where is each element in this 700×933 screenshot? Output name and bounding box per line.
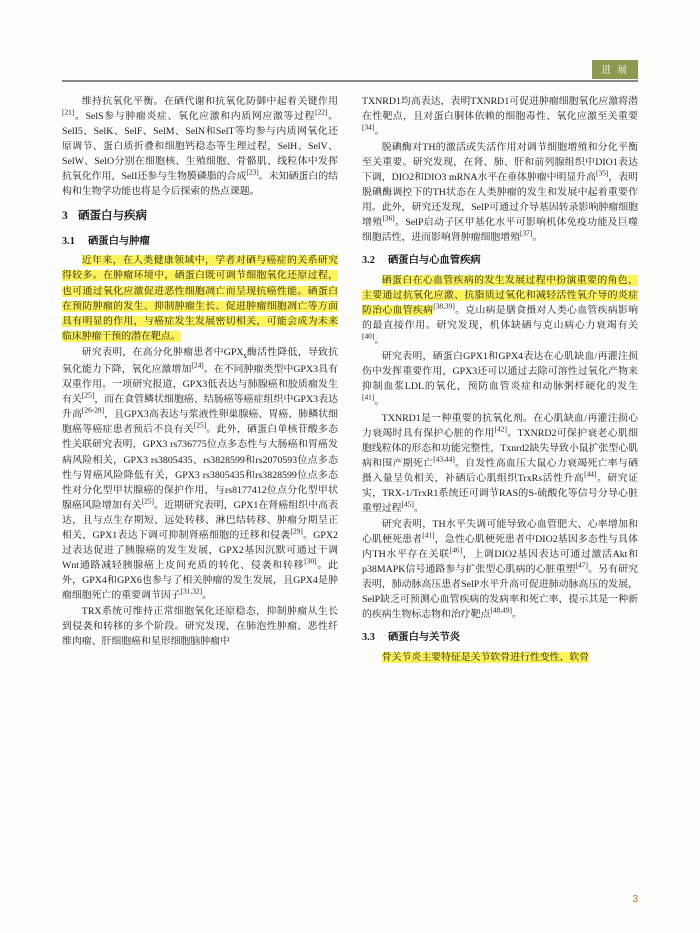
paragraph-txnrd: TXNRD1均高表达，表明TXNRD1可促进肿瘤细胞氧化应激将潜在性靶点，且对蛋白胴体依赖的细胞毒性、氧化应激至关重要[34]。 [362, 96, 638, 138]
section-number: 3 [62, 210, 68, 223]
paragraph-txnrd-cardio: TXNRD1是一种重要的抗氧化剂。在心肌缺血/再灌注损心力衰竭时具有保护心脏的作用[42]。TXNRD2可保护衰老心肌细胞线粒体的形态和功能完整性，Txnrd2缺失导致小鼠扩张型心肌病和围产期死亡[43,44]。自发性高血压大鼠心力衰竭死亡率与硒摄入量呈负相关，补硒后心肌组织TrxRs活性升高[44]。研究证实，TRX-1/TrxR1系统还可调节RAS的S-硫酸化等信号分导心脏重塑过程[45]。 [362, 412, 638, 514]
highlight-tail-text: [38,39]。克山病是膳食摄对人类心血管疾病影响的最直接作用。研究发现，机体缺硒与克山病心力衰竭有关[40] [362, 301, 638, 341]
article-body [62, 94, 638, 884]
subsection-title: 硒蛋白与心血管疾病 [388, 255, 481, 267]
section-heading-3 [62, 208, 338, 225]
header-section-tag: 进 展 [592, 60, 638, 79]
paragraph-gpx-cardio: 研究表明，硒蛋白GPX1和GPX4表达在心肌缺血/再灌注损伤中发挥重要作用，GPX3还可以通过去除可溶性过氧化产物来抑制血浆LDL的氧化，预防血管炎症和动脉粥样硬化的发生[41]。 [362, 351, 638, 408]
highlighted-paragraph-arthritis [362, 650, 638, 665]
paragraph-intro: 维持抗氧化平衡。在硒代谢和抗氧化防御中起着关键作用[21]。SelS参与肿瘤炎症、氧化应激和内质网应激等过程[22]。SelI5、SelK、SelF、SelM、SelN和SelT等均参与内质网氧化还原调节、蛋白质折叠和细胞钙稳态等生理过程，SelH、SelV、SelW、SelO分别在细胞核、生殖细胞、骨骼肌、线粒体中发挥抗氧化作用，SelI还参与生物膜磷脂的合成[23]。未知硒蛋白的结构和生物学功能也将是今后探索的热点课题。 [62, 96, 338, 198]
subsection-heading-3-1 [62, 234, 338, 250]
subsection-title: 硒蛋白与肿瘤 [88, 235, 150, 247]
header-divider [62, 80, 638, 82]
paragraph-gpx: 研究表明，在高分化肿瘤患者中$GPX_s$酶活性降低，导致抗氧化能力下降，氧化应激增加[24]。在不同肿瘤类型中GPX3具有双重作用。一项研究报道，GPX3低表达与肺腺癌和胶质瘤发生有关[25]，而在食管鳞状细胞癌、结肠癌等癌症组织中GPX3表达升高[26-28]，且GPX3高表达与浆液性卵巢腺癌、胃癌、肺鳞状细胞癌等癌症患者预后不良有关[25]。此外，硒蛋白单核苷酸多态性关联研究表明，GPX3 rs736775位点多态性与大肠癌和胃癌发病风险相关，GPX3 rs3805435、rs3828599和rs2070593位点多态性与胃癌风险降低有关，GPX3 rs3805435和rs3828599位点多态性对分化型甲状腺癌的保护作用，与rs8177412位点分化型甲状腺癌风险增加有关[25]。近期研究表明，GPX1在肾癌组织中高表达，且与点生存期短、远处转移、淋巴结转移、肿瘤分期呈正相关，GPX1表达下调可抑制肾癌细胞的迁移和侵袭[29]。GPX2过表达促进了胰腺癌的发生发展，GPX2基因沉默可通过干调Wnt通路减轻胰腺癌上皮间充质的转化、侵袭和转移[30]。此外，GPX4和GPX6也参与了相关肿瘤的发生发展，且GPX4是肿瘤细胞死亡的重要调节因子[31,32]。 [62, 346, 338, 601]
paragraph-th-cardio: 研究表明，TH水平失调可能导致心血管肥大、心率增加和心肌梗死患者[41]，急性心肌梗死患者中DIO2基因多态性与具体内TH水平存在关联[46]，上调DIO2基因表达可通过激活Akt和p38MAPK信号通路参与扩张型心肌病的心脏重塑[47]。另有研究表明，肺动脉高压患者SelP水平升高可促进肺动脉高压的发展，SelP缺乏可预测心血管疾病的发病率和死亡率，提示其是一种新的疾病生物标志物和治疗靶点[48,49]。 [362, 518, 638, 621]
subsection-heading-3-2 [362, 253, 638, 269]
paragraph-deiodinase: 脱碘酶对TH的激活或失活作用对调节细胞增殖和分化平衡至关重要。研究发现，在肾、肺、肝和前列腺组织中DIO1表达下调，DIO2和DIO3 mRNA水平在垂体肿瘤中明显升高[35]，表明脱碘酶调控下的TH状态在人类肿瘤的发生和发展中起着重要作用。此外，研究还发现，SelP可通过介导基因转录影响肿瘤细胞增殖[36]。SelP启动子区甲基化水平可影响机体免疫功能及巨噬细胞活性，进而影响肾肿瘤细胞增殖[37]。 [362, 142, 638, 244]
subsection-number: 3.2 [362, 255, 375, 267]
highlight-span: 硒蛋白在心血管疾病的发生发展过程中扮演重要的角色，主要通过抗氧化应激、抗脂质过氧化和减轻活性氧介导的炎症防治心血管疾病 [362, 275, 638, 317]
page-number: 3 [632, 894, 638, 905]
subsection-heading-3-3 [362, 630, 638, 646]
highlighted-paragraph-tumor [62, 253, 338, 343]
paragraph-trx: TRX系统可维持正常细胞氧化还原稳态，抑制肿瘤从生长到侵袭和转移的多个阶段。研究发现，在肺泡性肿瘤、恶性纤维肉瘤、肝细胞癌和星形细胞脑肿瘤中 [62, 605, 338, 648]
highlight-span: 近年来，在人类健康领域中，学者对硒与癌症的关系研究得较多。在肿瘤环境中，硒蛋白既可调节细胞氧化还原过程，也可通过氧化应激促进恶性细胞凋亡而呈现抗癌性能。硒蛋白在预防肿瘤的发生、抑制肿瘤生长、促进肿瘤细胞凋亡等方面具有明显的作用，与癌症发生发展密切相关，可能会成为未来临床肿瘤干预的潜在靶点。 [62, 255, 338, 342]
highlighted-paragraph-cardio: 硒蛋白在心血管疾病的发生发展过程中扮演重要的角色，主要通过抗氧化应激、抗脂质过氧化和减轻活性氧介导的炎症防治心血管疾病[38,39]。克山病是膳食摄对人类心血管疾病影响的最直接作用。研究发现，机体缺硒与克山病心力衰竭有关[40]。 [362, 275, 638, 347]
section-title: 硒蛋白与疾病 [78, 210, 147, 223]
subsection-number: 3.1 [62, 235, 75, 247]
subsection-number: 3.3 [362, 632, 375, 644]
subsection-title: 硒蛋白与关节炎 [388, 632, 461, 644]
page-header [62, 60, 638, 82]
highlight-span: 骨关节炎主要特征是关节软骨进行性变性、软骨 [381, 651, 590, 663]
